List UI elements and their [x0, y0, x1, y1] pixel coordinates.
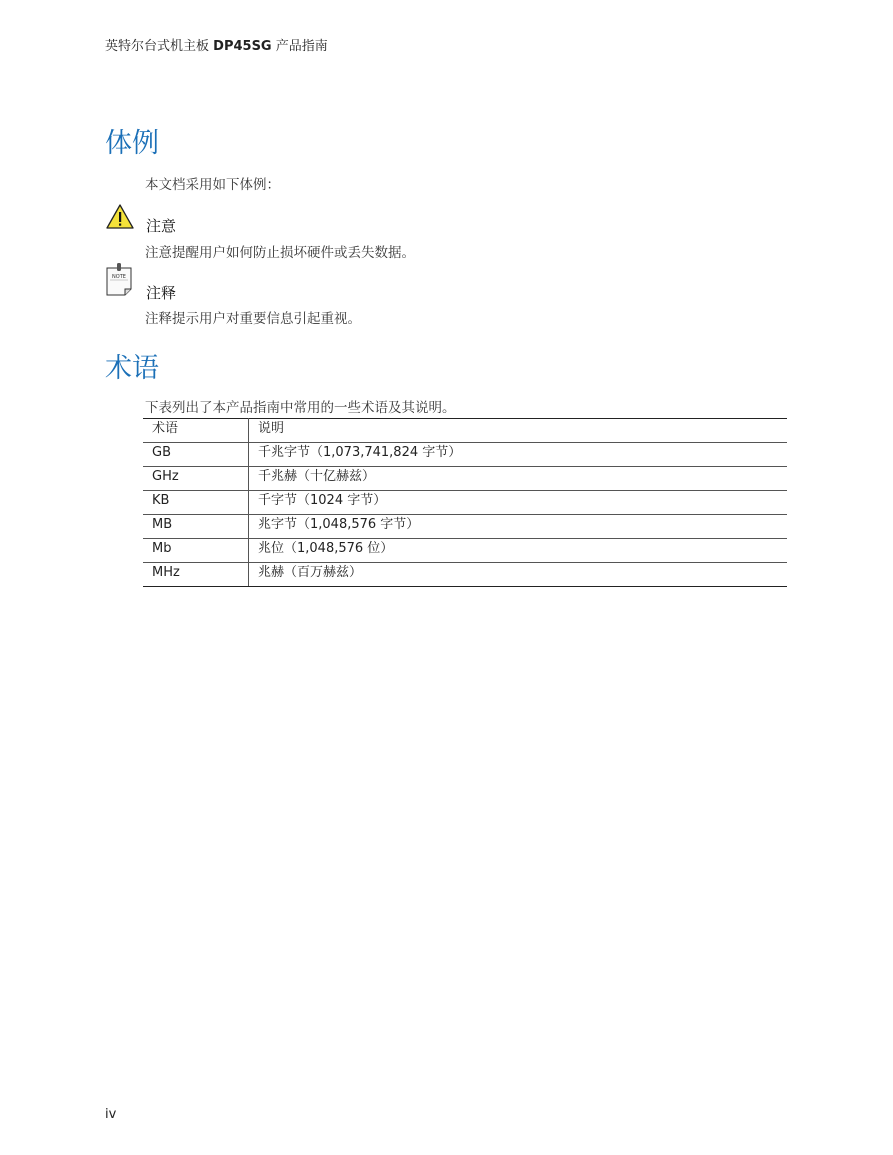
column-header-description: 说明 — [249, 419, 788, 443]
header-prefix: 英特尔台式机主板 — [105, 39, 210, 54]
terms-intro: 下表列出了本产品指南中常用的一些术语及其说明。 — [145, 400, 456, 416]
table-header-row — [143, 419, 787, 443]
header-suffix: 产品指南 — [275, 39, 328, 54]
note-text: 注释提示用户对重要信息引起重视。 — [145, 311, 361, 327]
conventions-heading: 体例 — [105, 128, 159, 159]
description-cell: 兆位（1,048,576 位） — [249, 539, 788, 563]
term-cell: MHz — [143, 563, 249, 587]
description-cell: 兆赫（百万赫兹） — [249, 563, 788, 587]
term-cell: Mb — [143, 539, 249, 563]
term-cell: GHz — [143, 467, 249, 491]
caution-text: 注意提醒用户如何防止损坏硬件或丢失数据。 — [145, 245, 415, 261]
term-cell: MB — [143, 515, 249, 539]
terms-table — [143, 418, 787, 587]
table-row — [143, 515, 787, 539]
table-row — [143, 443, 787, 467]
table-row — [143, 539, 787, 563]
description-cell: 千兆字节（1,073,741,824 字节） — [249, 443, 788, 467]
caution-title: 注意 — [146, 217, 177, 235]
warning-triangle-icon — [105, 203, 135, 234]
table-row — [143, 467, 787, 491]
running-header — [105, 35, 328, 54]
table-row — [143, 491, 787, 515]
description-cell: 兆字节（1,048,576 字节） — [249, 515, 788, 539]
table-row — [143, 563, 787, 587]
conventions-intro: 本文档采用如下体例： — [145, 177, 280, 193]
description-cell: 千字节（1024 字节） — [249, 491, 788, 515]
column-header-term: 术语 — [143, 419, 249, 443]
note-icon-label: NOTE — [112, 274, 126, 280]
note-paper-icon — [105, 262, 135, 302]
note-title: 注释 — [146, 284, 177, 302]
description-cell: 千兆赫（十亿赫兹） — [249, 467, 788, 491]
page-number: iv — [105, 1107, 117, 1122]
term-cell: KB — [143, 491, 249, 515]
header-model: DP45SG — [213, 39, 272, 54]
term-cell: GB — [143, 443, 249, 467]
terms-heading: 术语 — [105, 353, 159, 384]
